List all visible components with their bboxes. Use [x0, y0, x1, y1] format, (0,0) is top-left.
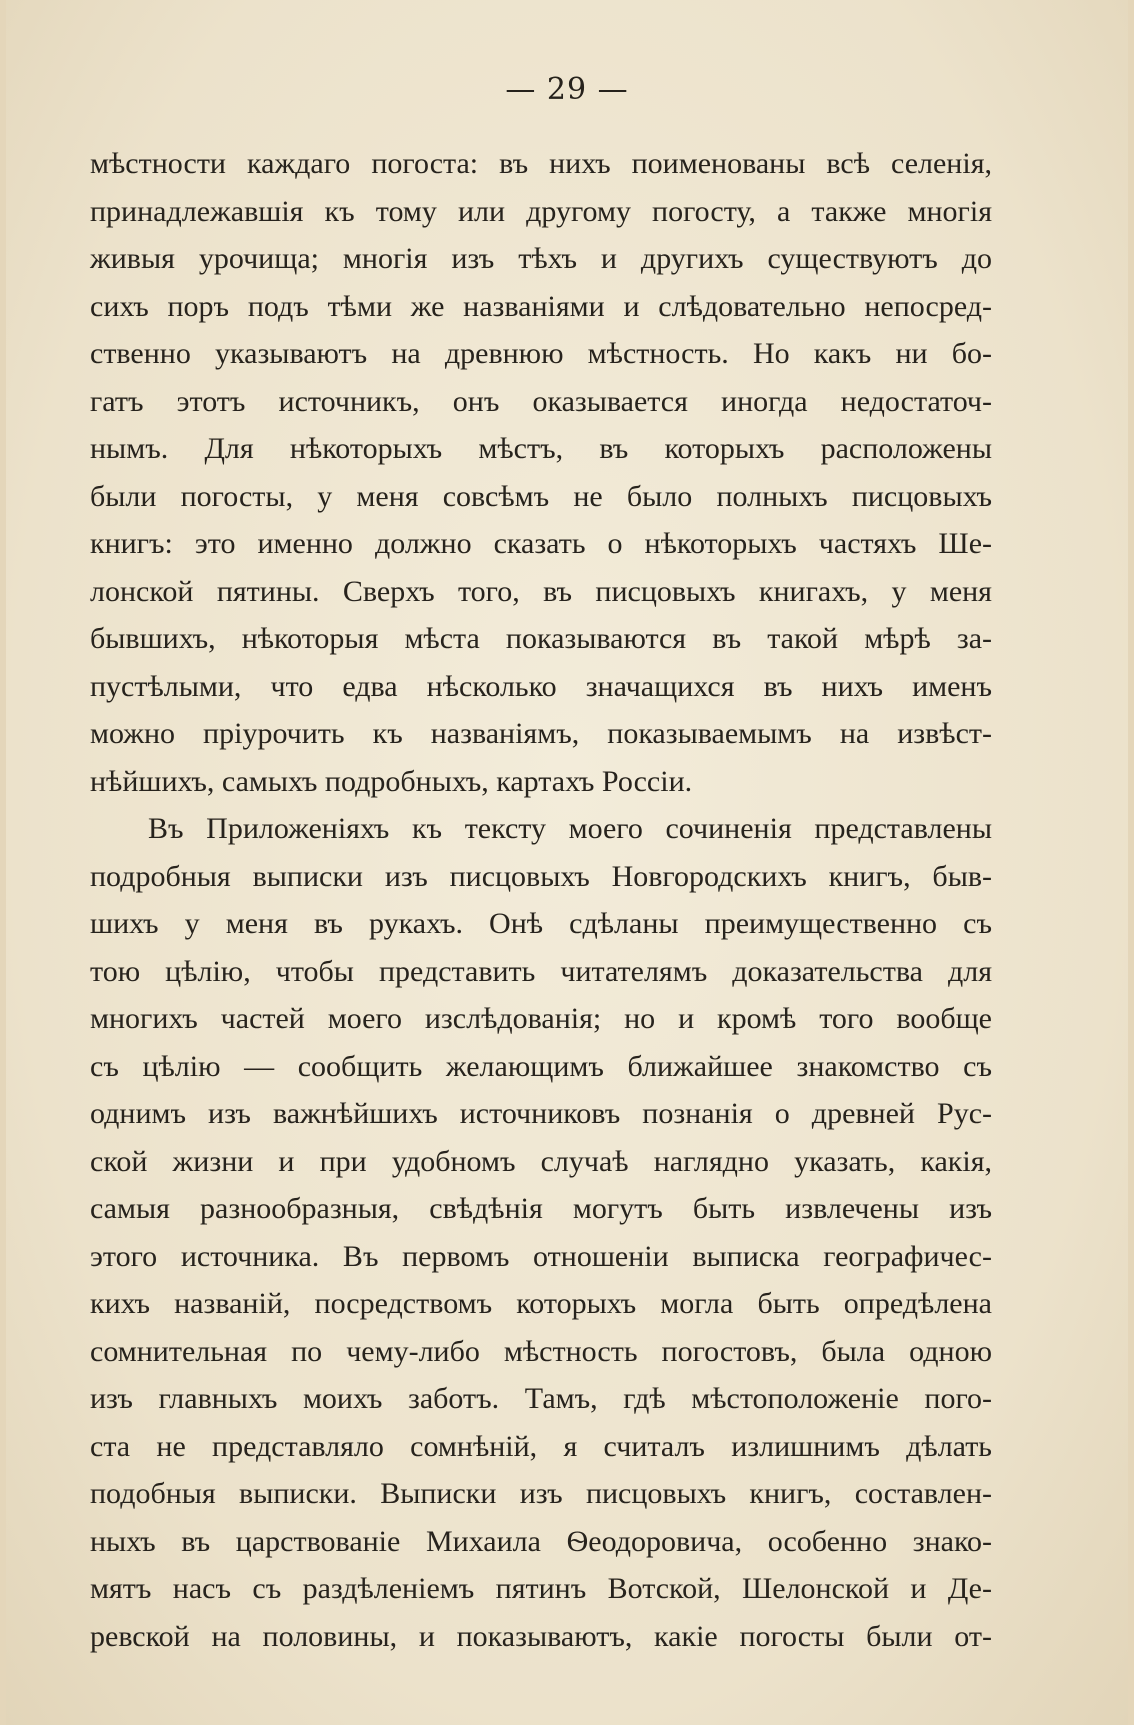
text-line: книгъ: это именно должно сказать о нѣкоторыхъ частяхъ Ше-: [90, 527, 992, 560]
text-line: ста не представляло сомнѣній, я считалъ излишнимъ дѣлать: [90, 1429, 992, 1463]
text-line: подобныя выписки. Выписки изъ писцовыхъ книгъ, составлен-: [90, 1477, 992, 1510]
text-line: Въ Приложеніяхъ къ тексту моего сочиненія представлены: [148, 812, 992, 845]
text-line: мятъ насъ съ раздѣленіемъ пятинъ Вотской, Шелонской и Де-: [90, 1572, 992, 1605]
text-line: многихъ частей моего изслѣдованія; но и кромѣ того вообще: [90, 1002, 992, 1035]
text-line: лонской пятины. Сверхъ того, въ писцовыхъ книгахъ, у меня: [90, 574, 992, 608]
page-number: — 29 —: [505, 72, 629, 107]
text-line: ревской на половины, и показываютъ, какіе погосты были от-: [90, 1619, 992, 1653]
text-line: тою цѣлію, чтобы представить читателямъ доказательства для: [90, 954, 992, 988]
text-line: съ цѣлію — сообщить желающимъ ближайшее знакомство съ: [90, 1049, 992, 1083]
text-line: пустѣлыми, что едва нѣсколько значащихся въ нихъ именъ: [90, 669, 992, 703]
text-line: ской жизни и при удобномъ случаѣ наглядно указать, какія,: [90, 1144, 992, 1178]
text-line: сихъ поръ подъ тѣми же названіями и слѣдовательно непосред-: [90, 289, 992, 323]
text-line: шихъ у меня въ рукахъ. Онѣ сдѣланы преимущественно съ: [90, 907, 992, 940]
text-line: нѣйшихъ, самыхъ подробныхъ, картахъ Россіи.: [90, 764, 693, 798]
text-line: кихъ названій, посредствомъ которыхъ могла быть опредѣлена: [90, 1287, 992, 1320]
text-line: принадлежавшія къ тому или другому погосту, а также многія: [90, 194, 992, 228]
text-line: можно пріурочить къ названіямъ, показываемымъ на извѣст-: [90, 717, 992, 750]
text-line: гатъ этотъ источникъ, онъ оказывается иногда недостаточ-: [90, 384, 992, 418]
text-line: живыя урочища; многія изъ тѣхъ и другихъ существуютъ до: [90, 242, 992, 275]
text-line: нымъ. Для нѣкоторыхъ мѣстъ, въ которыхъ расположены: [90, 432, 992, 465]
paragraph: [90, 805, 992, 1660]
text-line: подробныя выписки изъ писцовыхъ Новгородскихъ книгъ, быв-: [90, 859, 992, 893]
text-line: однимъ изъ важнѣйшихъ источниковъ познанія о древней Рус-: [90, 1097, 992, 1130]
text-line: сомнительная по чему-либо мѣстность погостовъ, была одною: [90, 1334, 992, 1368]
text-line: самыя разнообразныя, свѣдѣнія могутъ быть извлечены изъ: [90, 1192, 992, 1225]
text-line: бывшихъ, нѣкоторыя мѣста показываются въ такой мѣрѣ за-: [90, 622, 992, 655]
text-line: были погосты, у меня совсѣмъ не было полныхъ писцовыхъ: [90, 479, 992, 513]
text-line: этого источника. Въ первомъ отношеніи выписка географичес-: [90, 1239, 992, 1273]
text-line: изъ главныхъ моихъ заботъ. Тамъ, гдѣ мѣстоположеніе пого-: [90, 1382, 992, 1415]
text-line: ныхъ въ царствованіе Михаила Ѳеодоровича, особенно знако-: [90, 1524, 992, 1558]
body-text: [90, 140, 992, 1660]
text-line: ственно указываютъ на древнюю мѣстность. Но какъ ни бо-: [90, 337, 992, 370]
paragraph: [90, 140, 992, 805]
text-line: мѣстности каждаго погоста: въ нихъ поименованы всѣ селенія,: [90, 147, 992, 180]
